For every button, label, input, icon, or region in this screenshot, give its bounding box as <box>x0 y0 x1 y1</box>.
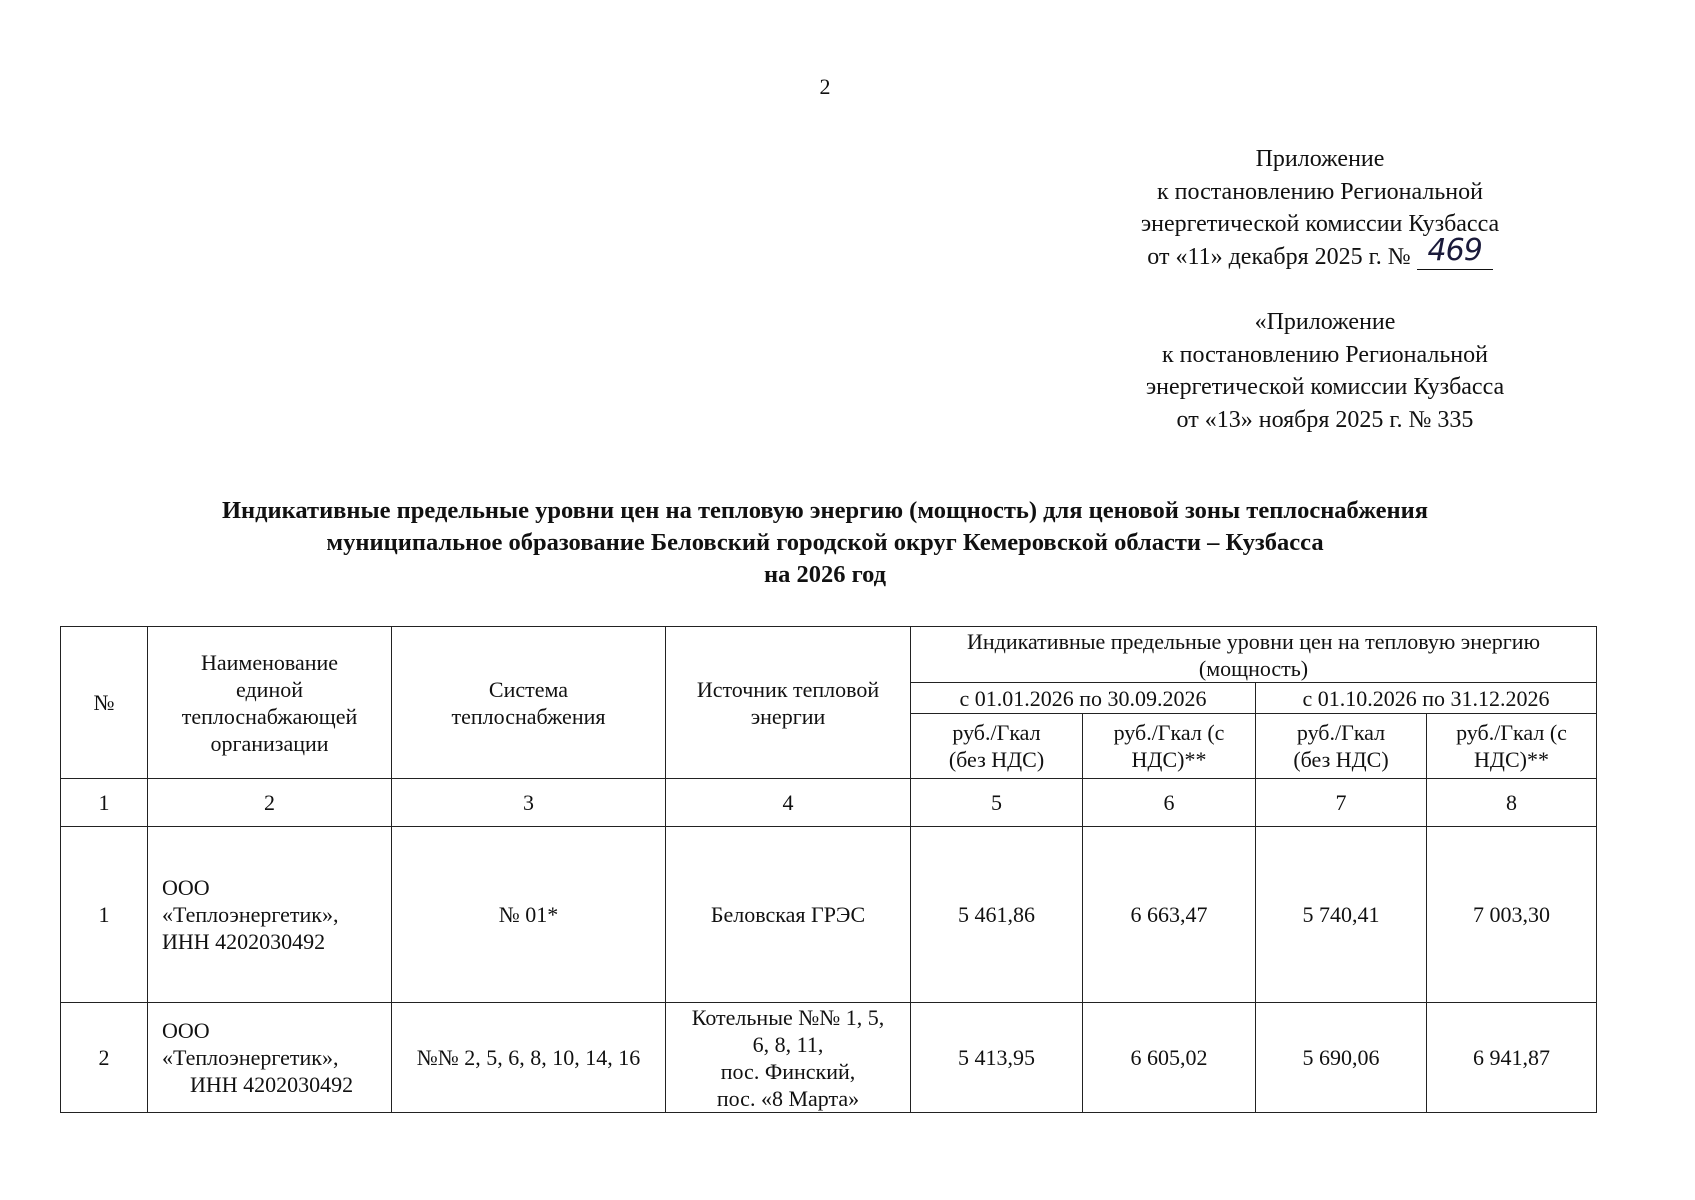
source-line: пос. Финский, <box>720 1058 856 1084</box>
appendix-line: «Приложение <box>1254 309 1396 335</box>
title-line: на 2026 год <box>763 561 887 588</box>
source-line: пос. «8 Марта» <box>716 1085 860 1111</box>
system-cell: № 01* <box>392 827 666 1003</box>
table-row <box>61 827 1597 1003</box>
column-number: 2 <box>148 779 392 827</box>
system-cell: №№ 2, 5, 6, 8, 10, 14, 16 <box>392 1003 666 1113</box>
order-number-field <box>1417 232 1493 270</box>
price-cell: 6 941,87 <box>1427 1003 1597 1113</box>
header-system: Система теплоснабжения <box>392 627 666 779</box>
title-line: Индикативные предельные уровни цен на тепловую энергию (мощность) для ценовой зоны теплоснабжения <box>221 497 1428 524</box>
column-number: 1 <box>61 779 148 827</box>
appendix-line: Приложение <box>1255 146 1385 172</box>
appendix-header-current <box>1060 143 1580 273</box>
column-number-row <box>61 779 1597 827</box>
row-number: 1 <box>61 827 148 1003</box>
org-line: ИНН 4202030492 <box>162 929 326 954</box>
header-source: Источник тепловой энергии <box>666 627 911 779</box>
header-unit-no-vat: руб./Гкал (без НДС) <box>911 714 1083 779</box>
header-no: № <box>61 627 148 779</box>
appendix-line: энергетической комиссии Кузбасса <box>1145 374 1505 400</box>
price-cell: 7 003,30 <box>1427 827 1597 1003</box>
column-number: 4 <box>666 779 911 827</box>
appendix-line: энергетической комиссии Кузбасса <box>1140 211 1500 237</box>
price-cell: 5 413,95 <box>911 1003 1083 1113</box>
handwritten-order-number: 469 <box>1427 232 1482 268</box>
column-number: 3 <box>392 779 666 827</box>
header-unit-vat: руб./Гкал (с НДС)** <box>1427 714 1597 779</box>
appendix-date-text: от «11» декабря 2025 г. № <box>1147 243 1411 270</box>
price-cell: 6 605,02 <box>1083 1003 1256 1113</box>
column-number: 5 <box>911 779 1083 827</box>
appendix-line: от «13» ноября 2025 г. № 335 <box>1176 406 1474 433</box>
price-cell: 5 461,86 <box>911 827 1083 1003</box>
appendix-line: к постановлению Региональной <box>1162 341 1488 368</box>
org-line: «Теплоэнергетик», <box>162 902 339 927</box>
source-line: 6, 8, 11, <box>752 1031 824 1057</box>
header-unit-no-vat: руб./Гкал (без НДС) <box>1256 714 1427 779</box>
source-line: Беловская ГРЭС <box>710 902 866 927</box>
price-cell: 5 690,06 <box>1256 1003 1427 1113</box>
appendix-header-original <box>1065 306 1585 436</box>
header-period-1: с 01.01.2026 по 30.09.2026 <box>911 683 1256 714</box>
organization-cell <box>148 1003 392 1113</box>
column-number: 8 <box>1427 779 1597 827</box>
source-line: Котельные №№ 1, 5, <box>691 1004 885 1030</box>
document-title <box>60 495 1590 591</box>
org-line: ООО <box>162 875 210 900</box>
header-organization: Наименование единой теплоснабжающей организации <box>148 627 392 779</box>
appendix-line: к постановлению Региональной <box>1157 178 1483 205</box>
price-table <box>60 626 1597 1113</box>
column-number: 6 <box>1083 779 1256 827</box>
source-cell <box>666 1003 911 1113</box>
header-price-levels: Индикативные предельные уровни цен на тепловую энергию (мощность) <box>911 627 1597 683</box>
title-line: муниципальное образование Беловский городской округ Кемеровской области – Кузбасса <box>326 529 1324 556</box>
row-number: 2 <box>61 1003 148 1113</box>
appendix-date-line <box>1060 232 1580 274</box>
page-number: 2 <box>819 74 831 99</box>
org-line: ИНН 4202030492 <box>190 1072 354 1097</box>
header-period-2: с 01.10.2026 по 31.12.2026 <box>1256 683 1597 714</box>
organization-cell <box>148 827 392 1003</box>
org-line: «Теплоэнергетик», <box>162 1045 339 1070</box>
column-number: 7 <box>1256 779 1427 827</box>
org-line: ООО <box>162 1018 210 1043</box>
price-cell: 6 663,47 <box>1083 827 1256 1003</box>
header-unit-vat: руб./Гкал (с НДС)** <box>1083 714 1256 779</box>
price-cell: 5 740,41 <box>1256 827 1427 1003</box>
source-cell <box>666 827 911 1003</box>
table-row <box>61 1003 1597 1113</box>
